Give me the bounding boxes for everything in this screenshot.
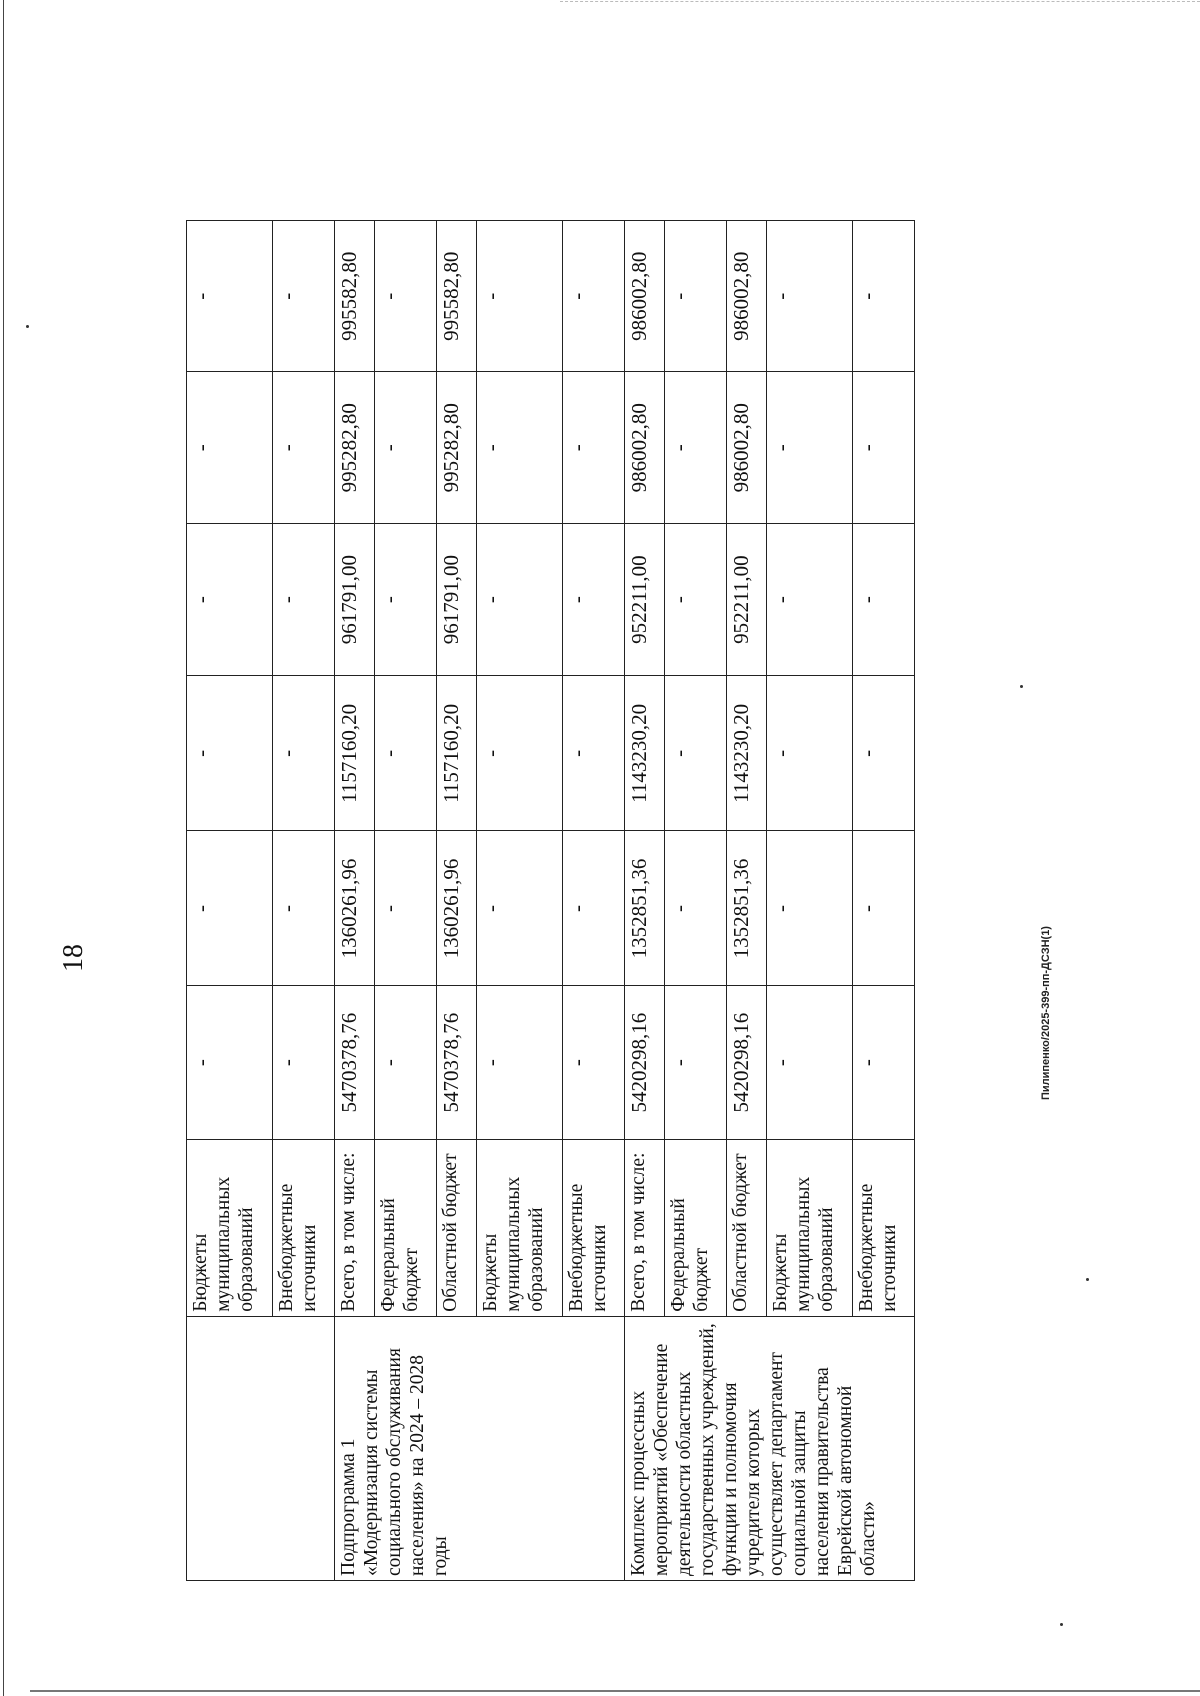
funding-source-cell: Федеральный бюджет (375, 1139, 437, 1316)
value-cell: - (563, 523, 625, 675)
value-cell: - (477, 986, 563, 1139)
value-cell: 986002,80 (625, 372, 665, 523)
value-cell: - (187, 986, 273, 1139)
funding-source-cell: Областной бюджет (437, 1139, 477, 1316)
value-cell: - (853, 523, 915, 675)
value-cell: 5470378,76 (437, 986, 477, 1139)
value-cell: - (273, 221, 335, 373)
value-cell: - (767, 986, 853, 1139)
value-cell: - (767, 372, 853, 523)
value-cell: - (853, 831, 915, 986)
funding-source-cell: Бюджеты муниципальных образований (477, 1139, 563, 1316)
rotated-page (0, 220, 1100, 1696)
value-cell: 995582,80 (335, 221, 375, 373)
value-cell: - (477, 221, 563, 373)
value-cell: 961791,00 (335, 523, 375, 675)
value-cell: - (767, 221, 853, 373)
value-cell: 986002,80 (727, 221, 767, 373)
value-cell: - (273, 676, 335, 831)
value-cell: - (853, 221, 915, 373)
value-cell: - (375, 523, 437, 675)
value-cell: 1352851,36 (727, 831, 767, 986)
value-cell: - (665, 523, 727, 675)
funding-source-cell: Внебюджетные источники (853, 1139, 915, 1316)
funding-source-cell: Всего, в том числе: (335, 1139, 375, 1316)
value-cell: 1143230,20 (727, 676, 767, 831)
value-cell: 952211,00 (727, 523, 767, 675)
value-cell: 1352851,36 (625, 831, 665, 986)
value-cell: - (187, 372, 273, 523)
value-cell: - (767, 676, 853, 831)
value-cell: - (665, 831, 727, 986)
value-cell: - (767, 831, 853, 986)
scan-edge-top (560, 1, 1200, 3)
page-number: 18 (58, 944, 89, 972)
table-row (335, 221, 375, 1581)
value-cell: - (563, 676, 625, 831)
value-cell: 1157160,20 (437, 676, 477, 831)
scan-speck (26, 325, 29, 328)
value-cell: - (853, 676, 915, 831)
document-id-text: Пилипенко/2025-399-пп-ДСЗН(1) (1040, 926, 1052, 1100)
value-cell: - (665, 986, 727, 1139)
value-cell: - (477, 676, 563, 831)
value-cell: - (273, 831, 335, 986)
value-cell: 1360261,96 (437, 831, 477, 986)
funding-source-cell: Внебюджетные источники (273, 1139, 335, 1316)
value-cell: 995282,80 (437, 372, 477, 523)
program-name-cell-empty (187, 1316, 335, 1580)
funding-source-cell: Бюджеты муниципальных образований (767, 1139, 853, 1316)
value-cell: - (563, 221, 625, 373)
value-cell: - (187, 523, 273, 675)
value-cell: 986002,80 (625, 221, 665, 373)
value-cell: - (853, 372, 915, 523)
document-id (1040, 926, 1052, 1100)
value-cell: - (273, 372, 335, 523)
value-cell: - (273, 986, 335, 1139)
value-cell: - (375, 986, 437, 1139)
table-row (187, 221, 273, 1581)
value-cell: - (375, 372, 437, 523)
value-cell: - (375, 831, 437, 986)
funding-table (186, 220, 915, 1581)
value-cell: - (563, 831, 625, 986)
value-cell: - (477, 523, 563, 675)
value-cell: - (375, 676, 437, 831)
value-cell: - (273, 523, 335, 675)
scan-speck (1020, 685, 1023, 688)
funding-source-cell: Федеральный бюджет (665, 1139, 727, 1316)
value-cell: 1157160,20 (335, 676, 375, 831)
value-cell: 1360261,96 (335, 831, 375, 986)
value-cell: - (665, 221, 727, 373)
value-cell: - (477, 831, 563, 986)
scan-speck (1086, 1278, 1089, 1281)
value-cell: - (563, 986, 625, 1139)
value-cell: 5420298,16 (727, 986, 767, 1139)
program-name-cell: Комплекс процессных мероприятий «Обеспечение деятельности областных государственных учреждений, функции и полномочия учредителя которых осуществляет департамент социальной защиты населения правительства Еврейской автономной области» (625, 1316, 915, 1580)
value-cell: - (375, 221, 437, 373)
value-cell: 5470378,76 (335, 986, 375, 1139)
value-cell: - (665, 676, 727, 831)
value-cell: - (477, 372, 563, 523)
value-cell: - (767, 523, 853, 675)
table-row (625, 221, 665, 1581)
funding-source-cell: Бюджеты муниципальных образований (187, 1139, 273, 1316)
value-cell: 952211,00 (625, 523, 665, 675)
value-cell: - (187, 676, 273, 831)
funding-source-cell: Областной бюджет (727, 1139, 767, 1316)
program-name-cell: Подпрограмма 1 «Модернизация системы социального обслуживания населения» на 2024 – 2028 годы (335, 1316, 625, 1580)
value-cell: 1143230,20 (625, 676, 665, 831)
funding-source-cell: Всего, в том числе: (625, 1139, 665, 1316)
value-cell: 986002,80 (727, 372, 767, 523)
value-cell: 5420298,16 (625, 986, 665, 1139)
value-cell: - (665, 372, 727, 523)
value-cell: 995282,80 (335, 372, 375, 523)
value-cell: 961791,00 (437, 523, 477, 675)
value-cell: 995582,80 (437, 221, 477, 373)
funding-source-cell: Внебюджетные источники (563, 1139, 625, 1316)
value-cell: - (563, 372, 625, 523)
scan-speck (1060, 1623, 1063, 1626)
value-cell: - (187, 831, 273, 986)
value-cell: - (187, 221, 273, 373)
value-cell: - (853, 986, 915, 1139)
